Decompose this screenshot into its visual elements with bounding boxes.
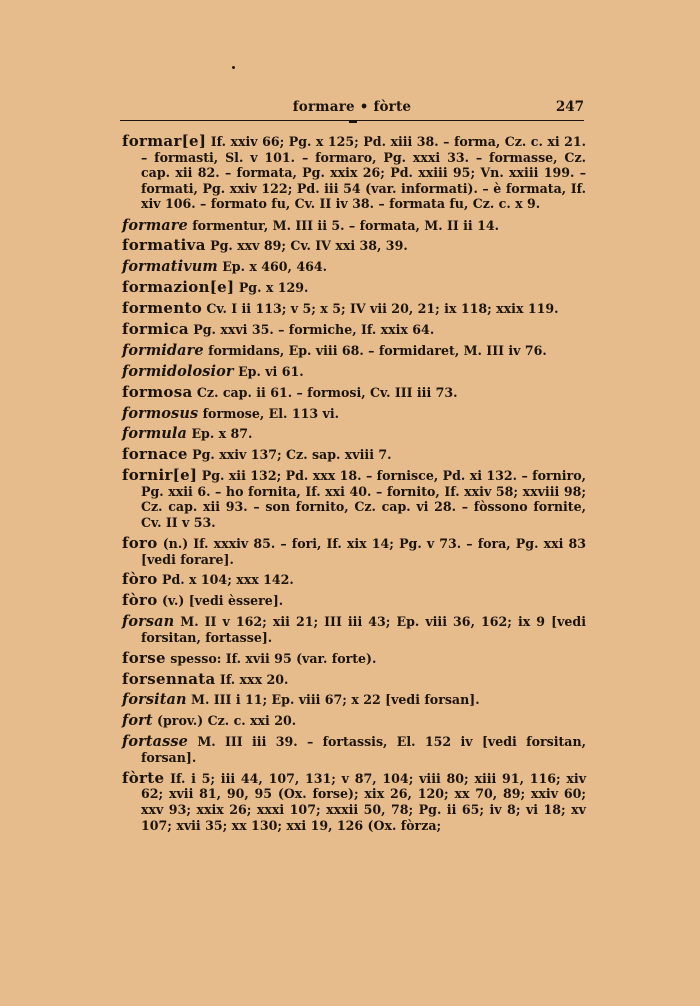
entry-text: (n.) If. xxxiv 85. – fori, If. xix 14; Pg. v 73. – fora, Pg. xxi 83 [vedi forare]. <box>141 535 587 567</box>
dictionary-entry <box>122 614 586 645</box>
entry-text: Pg. xii 132; Pd. xxx 18. – fornisce, Pd. xi 132. – forniro, Pg. xxii 6. – ho fornita, If. xxi 40. – fornito, If. xxiv 58; xxviii 98; Cz. cap. xii 93. – son fornito, Cz. cap. vi 28. – fòssono fornite, Cv. II v 53. <box>141 468 586 531</box>
headword: fornace <box>122 445 188 464</box>
dictionary-entry <box>122 322 586 338</box>
entry-text: (v.) [vedi èssere]. <box>161 593 284 609</box>
headword: forsitan <box>122 691 187 709</box>
dictionary-entry <box>122 134 586 212</box>
headword: forse <box>122 648 166 667</box>
headword: fortasse <box>122 733 188 751</box>
headword: forsan <box>122 613 175 631</box>
dictionary-entry <box>122 343 586 359</box>
dictionary-entry <box>122 238 586 254</box>
dictionary-entry <box>122 734 586 765</box>
entry-text: If. xxiv 66; Pg. x 125; Pd. xiii 38. – forma, Cz. c. xi 21. – formasti, Sl. v 101. – formaro, Pg. xxxi 33. – formasse, Cz. cap. xii 82. – formata, Pg. xxix 26; Pd. xxiii 95; Vn. xxiii 199. – formati, Pg. xxiv 122; Pd. iii 54 (var. informati). – è formata, If. xiv 106. – formato fu, Cv. II iv 38. – formata fu, Cz. c. x 9. <box>141 134 586 212</box>
headword: formosus <box>122 404 199 422</box>
headword: fòro <box>122 570 158 589</box>
headword: fornir[e] <box>122 466 198 485</box>
headword: formento <box>122 299 203 318</box>
headword: fort <box>122 712 153 730</box>
headword: forsennata <box>122 669 216 688</box>
entry-text: If. xxx 20. <box>219 671 289 687</box>
entry-text: Ep. vi 61. <box>238 363 304 379</box>
entry-text: M. III iii 39. – fortassis, El. 152 iv [vedi forsitan, forsan]. <box>141 734 586 765</box>
headword: formazion[e] <box>122 278 235 297</box>
entry-text: Ep. x 87. <box>191 426 253 442</box>
dictionary-entry <box>122 447 586 463</box>
running-title: formare • fòrte <box>292 99 412 115</box>
entry-text: formidans, Ep. viii 68. – formidaret, M. III iv 76. <box>208 342 547 358</box>
entry-text: Pg. xxiv 137; Cz. sap. xviii 7. <box>192 447 392 463</box>
dictionary-entry <box>122 426 586 442</box>
headword: formare <box>122 216 188 234</box>
entry-text: Pg. x 129. <box>238 280 309 296</box>
dictionary-entry <box>122 572 586 588</box>
headword: formidolosior <box>122 362 234 380</box>
dictionary-entry <box>122 259 586 275</box>
headword: formativa <box>122 236 206 255</box>
dictionary-entry <box>122 406 586 422</box>
headword: formidare <box>122 341 204 359</box>
dictionary-entry <box>122 218 586 234</box>
entry-text: spesso: If. xvii 95 (var. forte). <box>170 650 377 666</box>
headword: formula <box>122 425 188 443</box>
dictionary-entry <box>122 713 586 729</box>
dictionary-entry <box>122 768 587 833</box>
entry-text: (prov.) Cz. c. xxi 20. <box>157 713 297 729</box>
entry-text: Cz. cap. ii 61. – formosi, Cv. III iii 73. <box>196 384 458 400</box>
entry-text: Pg. xxv 89; Cv. IV xxi 38, 39. <box>210 238 408 254</box>
entry-text: M. III i 11; Ep. viii 67; x 22 [vedi forsan]. <box>191 692 480 708</box>
dictionary-entry <box>122 301 586 317</box>
entry-text: formentur, M. III ii 5. – formata, M. II ii 14. <box>192 217 500 233</box>
entry-text: Pd. x 104; xxx 142. <box>161 572 294 588</box>
headword: fòro <box>122 591 158 610</box>
entry-text: formose, El. 113 vi. <box>202 405 339 421</box>
entry-text: M. II v 162; xii 21; III iii 43; Ep. viii 36, 162; ix 9 [vedi forsitan, fortasse]. <box>141 614 586 645</box>
dictionary-entry <box>122 382 586 401</box>
headword: fòrte <box>122 768 165 787</box>
dictionary-entry <box>122 669 586 688</box>
dictionary-entry <box>122 468 586 530</box>
headword: formativum <box>122 258 218 276</box>
headword: formar[e] <box>122 132 207 150</box>
entry-text: If. i 5; iii 44, 107, 131; v 87, 104; viii 80; xiii 91, 116; xiv 62; xvii 81, 90, 95 (Ox. forse); xix 26, 120; xx 70, 89; xxiv 60; xxv 93; xxix 26; xxxi 107; xxxii 50, 78; Pg. ii 65; iv 8; vi 18; xv 107; xvii 35; xx 130; xxi 19, 126 (Ox. fòrza; <box>141 770 587 833</box>
dictionary-entry <box>122 692 586 708</box>
header-rule-mark <box>349 120 357 123</box>
entry-text: Cv. I ii 113; v 5; x 5; IV vii 20, 21; ix 118; xxix 119. <box>206 301 559 317</box>
dictionary-entries <box>122 134 586 838</box>
dictionary-entry <box>122 280 586 296</box>
ink-speck <box>232 66 235 69</box>
dictionary-entry <box>122 593 586 609</box>
entry-text: Pg. xxvi 35. – formiche, If. xxix 64. <box>193 322 435 338</box>
dictionary-entry <box>122 648 586 667</box>
page-number: 247 <box>555 99 584 115</box>
headword: foro <box>122 533 158 552</box>
headword: formosa <box>122 382 193 401</box>
page-header <box>120 99 584 119</box>
entry-text: Ep. x 460, 464. <box>222 259 327 275</box>
dictionary-entry <box>122 364 586 380</box>
dictionary-entry <box>122 533 587 567</box>
headword: formica <box>122 320 189 339</box>
